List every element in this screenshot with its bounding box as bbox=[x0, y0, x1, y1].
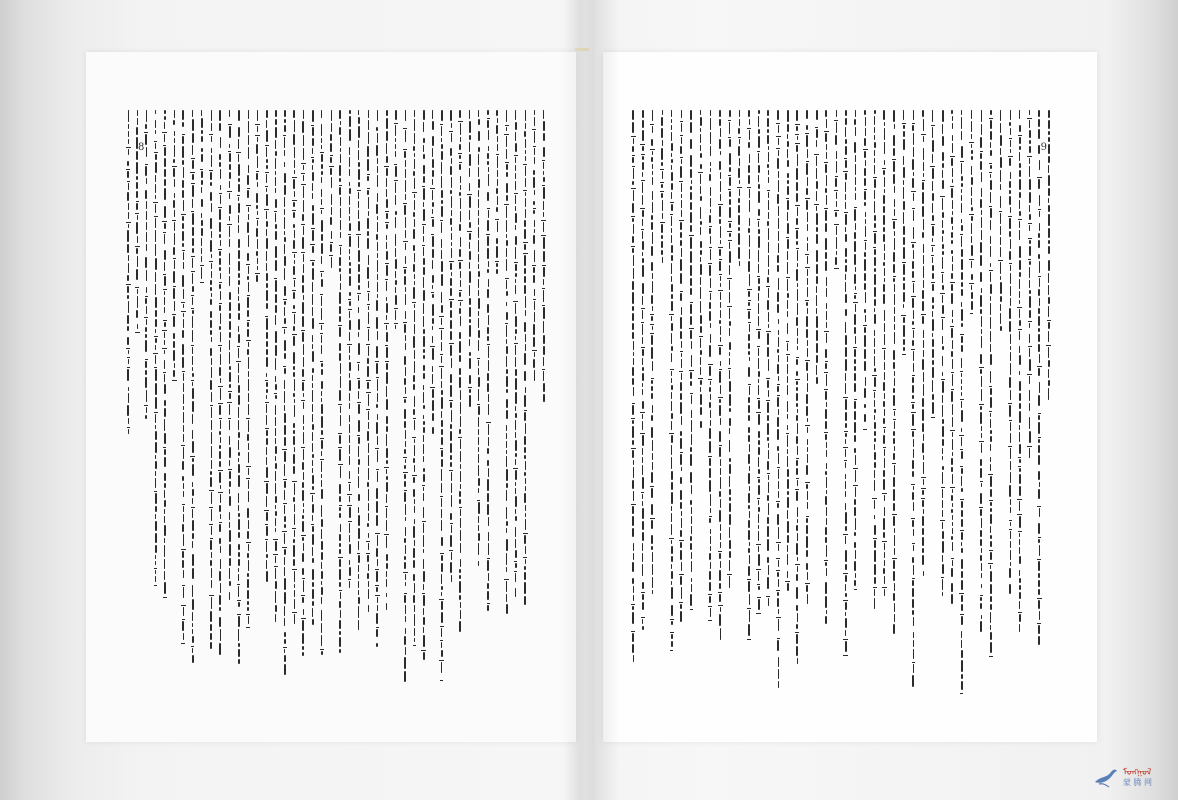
script-column bbox=[218, 110, 222, 684]
script-column bbox=[776, 110, 780, 695]
script-column bbox=[795, 110, 799, 695]
script-column bbox=[320, 110, 324, 684]
script-column bbox=[237, 110, 241, 684]
script-column bbox=[979, 110, 983, 695]
page-number-right: 9 bbox=[1040, 142, 1047, 153]
script-column bbox=[921, 110, 925, 695]
script-column bbox=[338, 110, 342, 684]
script-column bbox=[786, 110, 790, 695]
logo-subtitle: 蒙 腾 网 bbox=[1122, 777, 1152, 787]
script-column bbox=[670, 110, 674, 695]
script-column bbox=[348, 110, 352, 684]
script-column bbox=[228, 110, 232, 684]
logo-script-text: ᠮᠣᠩᠭᠤᠯ bbox=[1122, 767, 1152, 778]
script-column bbox=[458, 110, 462, 684]
script-column bbox=[163, 110, 167, 684]
script-column bbox=[728, 110, 732, 695]
script-column bbox=[902, 110, 906, 695]
script-column bbox=[154, 110, 158, 684]
script-column bbox=[1018, 110, 1022, 695]
script-column bbox=[960, 110, 964, 695]
script-column bbox=[292, 110, 296, 684]
script-column bbox=[631, 110, 635, 695]
script-column bbox=[882, 110, 886, 695]
script-column bbox=[301, 110, 305, 684]
script-column bbox=[144, 110, 148, 684]
script-column bbox=[523, 110, 527, 684]
script-column bbox=[950, 110, 954, 695]
script-column bbox=[357, 110, 361, 684]
script-column bbox=[873, 110, 877, 695]
script-column bbox=[209, 110, 213, 684]
script-column bbox=[844, 110, 848, 695]
script-column bbox=[431, 110, 435, 684]
script-column bbox=[1008, 110, 1012, 695]
script-column bbox=[863, 110, 867, 695]
left-page bbox=[86, 52, 576, 742]
script-column bbox=[311, 110, 315, 684]
script-column bbox=[970, 110, 974, 695]
script-column bbox=[255, 110, 259, 684]
script-column bbox=[394, 110, 398, 684]
script-column bbox=[495, 110, 499, 684]
script-column bbox=[834, 110, 838, 695]
script-column bbox=[718, 110, 722, 695]
script-column bbox=[689, 110, 693, 695]
script-column bbox=[126, 110, 130, 684]
script-column bbox=[815, 110, 819, 695]
right-page bbox=[603, 52, 1097, 742]
text-columns-left bbox=[126, 110, 546, 684]
script-column bbox=[246, 110, 250, 684]
script-column bbox=[412, 110, 416, 684]
script-column bbox=[403, 110, 407, 684]
script-column bbox=[172, 110, 176, 684]
script-column bbox=[805, 110, 809, 695]
script-column bbox=[385, 110, 389, 684]
script-column bbox=[941, 110, 945, 695]
script-column bbox=[1047, 110, 1051, 695]
script-column bbox=[737, 110, 741, 695]
script-column bbox=[542, 110, 546, 684]
script-column bbox=[641, 110, 645, 695]
script-column bbox=[440, 110, 444, 684]
script-column bbox=[366, 110, 370, 684]
script-column bbox=[486, 110, 490, 684]
script-column bbox=[911, 110, 915, 695]
script-column bbox=[989, 110, 993, 695]
script-column bbox=[1037, 110, 1041, 695]
script-column bbox=[824, 110, 828, 695]
script-column bbox=[505, 110, 509, 684]
script-column bbox=[477, 110, 481, 684]
script-column bbox=[679, 110, 683, 695]
script-column bbox=[422, 110, 426, 684]
script-column bbox=[999, 110, 1003, 695]
script-column bbox=[1028, 110, 1032, 695]
script-column bbox=[766, 110, 770, 695]
script-column bbox=[660, 110, 664, 695]
script-column bbox=[931, 110, 935, 695]
script-column bbox=[200, 110, 204, 684]
script-column bbox=[265, 110, 269, 684]
script-column bbox=[468, 110, 472, 684]
text-columns-right bbox=[631, 110, 1051, 695]
script-column bbox=[892, 110, 896, 695]
script-column bbox=[532, 110, 536, 684]
page-number-left: 8 bbox=[138, 142, 145, 153]
script-column bbox=[329, 110, 333, 684]
script-column bbox=[274, 110, 278, 684]
script-column bbox=[191, 110, 195, 684]
script-column bbox=[853, 110, 857, 695]
script-column bbox=[375, 110, 379, 684]
script-column bbox=[757, 110, 761, 695]
bird-logo-icon bbox=[1093, 766, 1119, 788]
script-column bbox=[283, 110, 287, 684]
script-column bbox=[449, 110, 453, 684]
script-column bbox=[747, 110, 751, 695]
script-column bbox=[708, 110, 712, 695]
script-column bbox=[699, 110, 703, 695]
script-column bbox=[135, 110, 139, 684]
script-column bbox=[650, 110, 654, 695]
gutter-shadow bbox=[560, 0, 620, 800]
site-logo bbox=[1093, 766, 1152, 788]
script-column bbox=[181, 110, 185, 684]
script-column bbox=[514, 110, 518, 684]
